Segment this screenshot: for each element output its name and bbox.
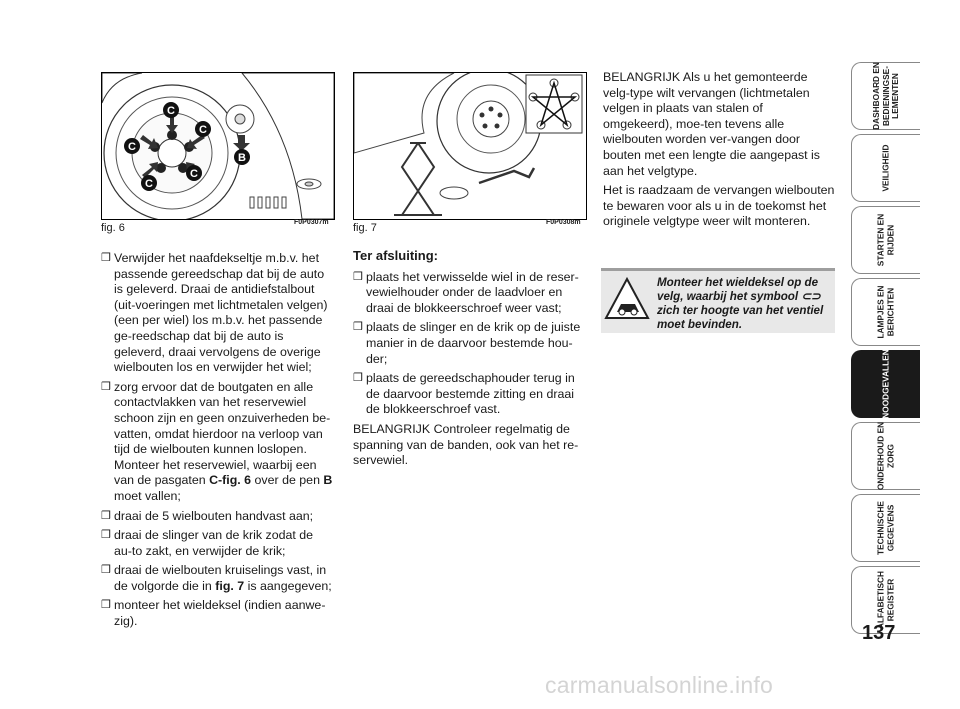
warning-box [601,268,835,333]
checkbox-bullet-icon: ❒ [101,380,111,393]
mark-c-right: C [199,124,207,136]
figure-7-code: F0P0308m [546,219,581,226]
page-number: 137 [862,622,896,644]
list-item-text: monteer het wieldeksel (indien aanwe-zig). [114,598,326,629]
list-item [101,251,333,376]
column-2 [353,248,585,473]
tab-label: DASHBOARD EN BEDIENINGSE- LEMENTEN [870,62,900,130]
rim-type-note: BELANGRIJK Als u het gemonteerde velg-type wilt vervangen (lichtmetalen velgen in plaats van stalen of omgekeerd), moe-ten tevens alle wielbouten worden ver-vangen door bouten met een lengte die aangepast is aan het velgtype. [603,70,820,178]
checkbox-bullet-icon: ❒ [101,599,111,612]
keep-bolts-note: Het is raadzaam de vervangen wielbouten te bewaren voor als u in de toekomst het originele velgtype weer wilt monteren. [603,183,835,229]
tab-starting-driving[interactable] [851,206,920,274]
tab-label: ALFABETISCH REGISTER [875,570,895,630]
list-item-text: zorg ervoor dat de boutgaten en alle contactvlakken van het reservewiel schoon zijn en geen onzuiverheden be-vatten, omdat hierdoor na verloop van tijd de wielbouten kunnen loslopen. Monteer het reservewiel, waarbij een van de pasgaten C-fig. 6 over de pen B moet vallen; [114,379,333,503]
list-item [353,270,585,317]
mark-c-lower-right: C [190,168,198,180]
list-item [353,320,585,367]
checkbox-bullet-icon: ❒ [101,509,111,522]
list-item [101,380,333,505]
wheel-hub-illustration [102,73,334,219]
jack-and-wheel-illustration [354,73,586,219]
checkbox-bullet-icon: ❒ [101,252,111,264]
tab-label: ONDERHOUD EN ZORG [875,421,895,491]
list-item [101,509,333,525]
mark-b-pin: B [238,152,246,164]
list-item [101,598,333,629]
warning-text: Monteer het wieldeksel op de velg, waarbij het symbool ⊂⊃ zich ter hoogte van het ventiel moet bevinden. [657,276,824,331]
figure-7-label: fig. 7 [353,222,377,234]
checkbox-bullet-icon: ❒ [353,321,363,334]
figure-6-label: fig. 6 [101,222,125,234]
list-item [101,563,333,594]
figure-6-code: F0P0307m [294,219,329,226]
column-1 [101,251,333,634]
figure-7-jack-tools [353,72,587,220]
figure-6-wheel-bolts [101,72,335,220]
warning-triangle-icon [604,276,650,322]
tab-warning-lights[interactable] [851,278,920,346]
tab-label: TECHNISCHE GEGEVENS [875,501,895,555]
tab-label: STARTEN EN RIJDEN [875,213,895,267]
checkbox-bullet-icon: ❒ [353,372,363,385]
list-item-text: draai de slinger van de krik zodat de au-to zakt, en verwijder de krik; [114,528,314,558]
checkbox-bullet-icon: ❒ [353,270,363,283]
list-item [101,528,333,559]
list-item-text: plaats het verwisselde wiel in de reser-vewielhouder onder de laadvloer en draai de blokkeerschroef weer vast; [366,269,579,315]
list-item-text: Verwijder het naafdekseltje m.b.v. het passende gereedschap dat bij de auto is geleverd. Draai de antidiefstalbout (uit-voeringen met lichtmetalen velgen) (een per wiel) los m.b.v. het passende ge-reedschap dat bij de auto is geleverd, draai vervolgens de overige wielbouten los en verwijder het wiel; [114,251,328,375]
mark-c-lower-left: C [145,178,153,190]
list-item-text: plaats de slinger en de krik op de juiste manier in de daarvoor bestemde hou-der; [366,320,581,366]
tab-emergencies[interactable] [851,350,920,418]
tab-label: NOODGEVALLEN [880,349,891,419]
list-item-text: draai de 5 wielbouten handvast aan; [114,508,314,523]
tab-label: LAMPJES EN BERICHTEN [875,285,895,339]
watermark: carmanualsonline.info [545,672,773,698]
section-heading: Ter afsluiting: [353,248,438,263]
tab-dashboard[interactable] [851,62,920,130]
tab-maintenance[interactable] [851,422,920,490]
tab-label: VEILIGHEID [880,144,891,192]
tab-safety[interactable] [851,134,920,202]
list-item-text: draai de wielbouten kruiselings vast, in de volgorde die in fig. 7 is aangegeven; [114,563,332,593]
checkbox-bullet-icon: ❒ [101,564,111,577]
list-item [353,371,585,418]
checkbox-bullet-icon: ❒ [101,529,111,542]
mark-c-top: C [167,105,175,117]
tyre-pressure-note: BELANGRIJK Controleer regelmatig de spanning van de banden, ook van het re-servewiel. [353,421,579,468]
list-item-text: plaats de gereedschaphouder terug in de daarvoor bestemde zitting en draai de blokkeerschroef vast. [366,371,575,417]
column-3 [603,70,835,234]
tab-technical-data[interactable] [851,494,920,562]
mark-c-left: C [128,141,136,153]
